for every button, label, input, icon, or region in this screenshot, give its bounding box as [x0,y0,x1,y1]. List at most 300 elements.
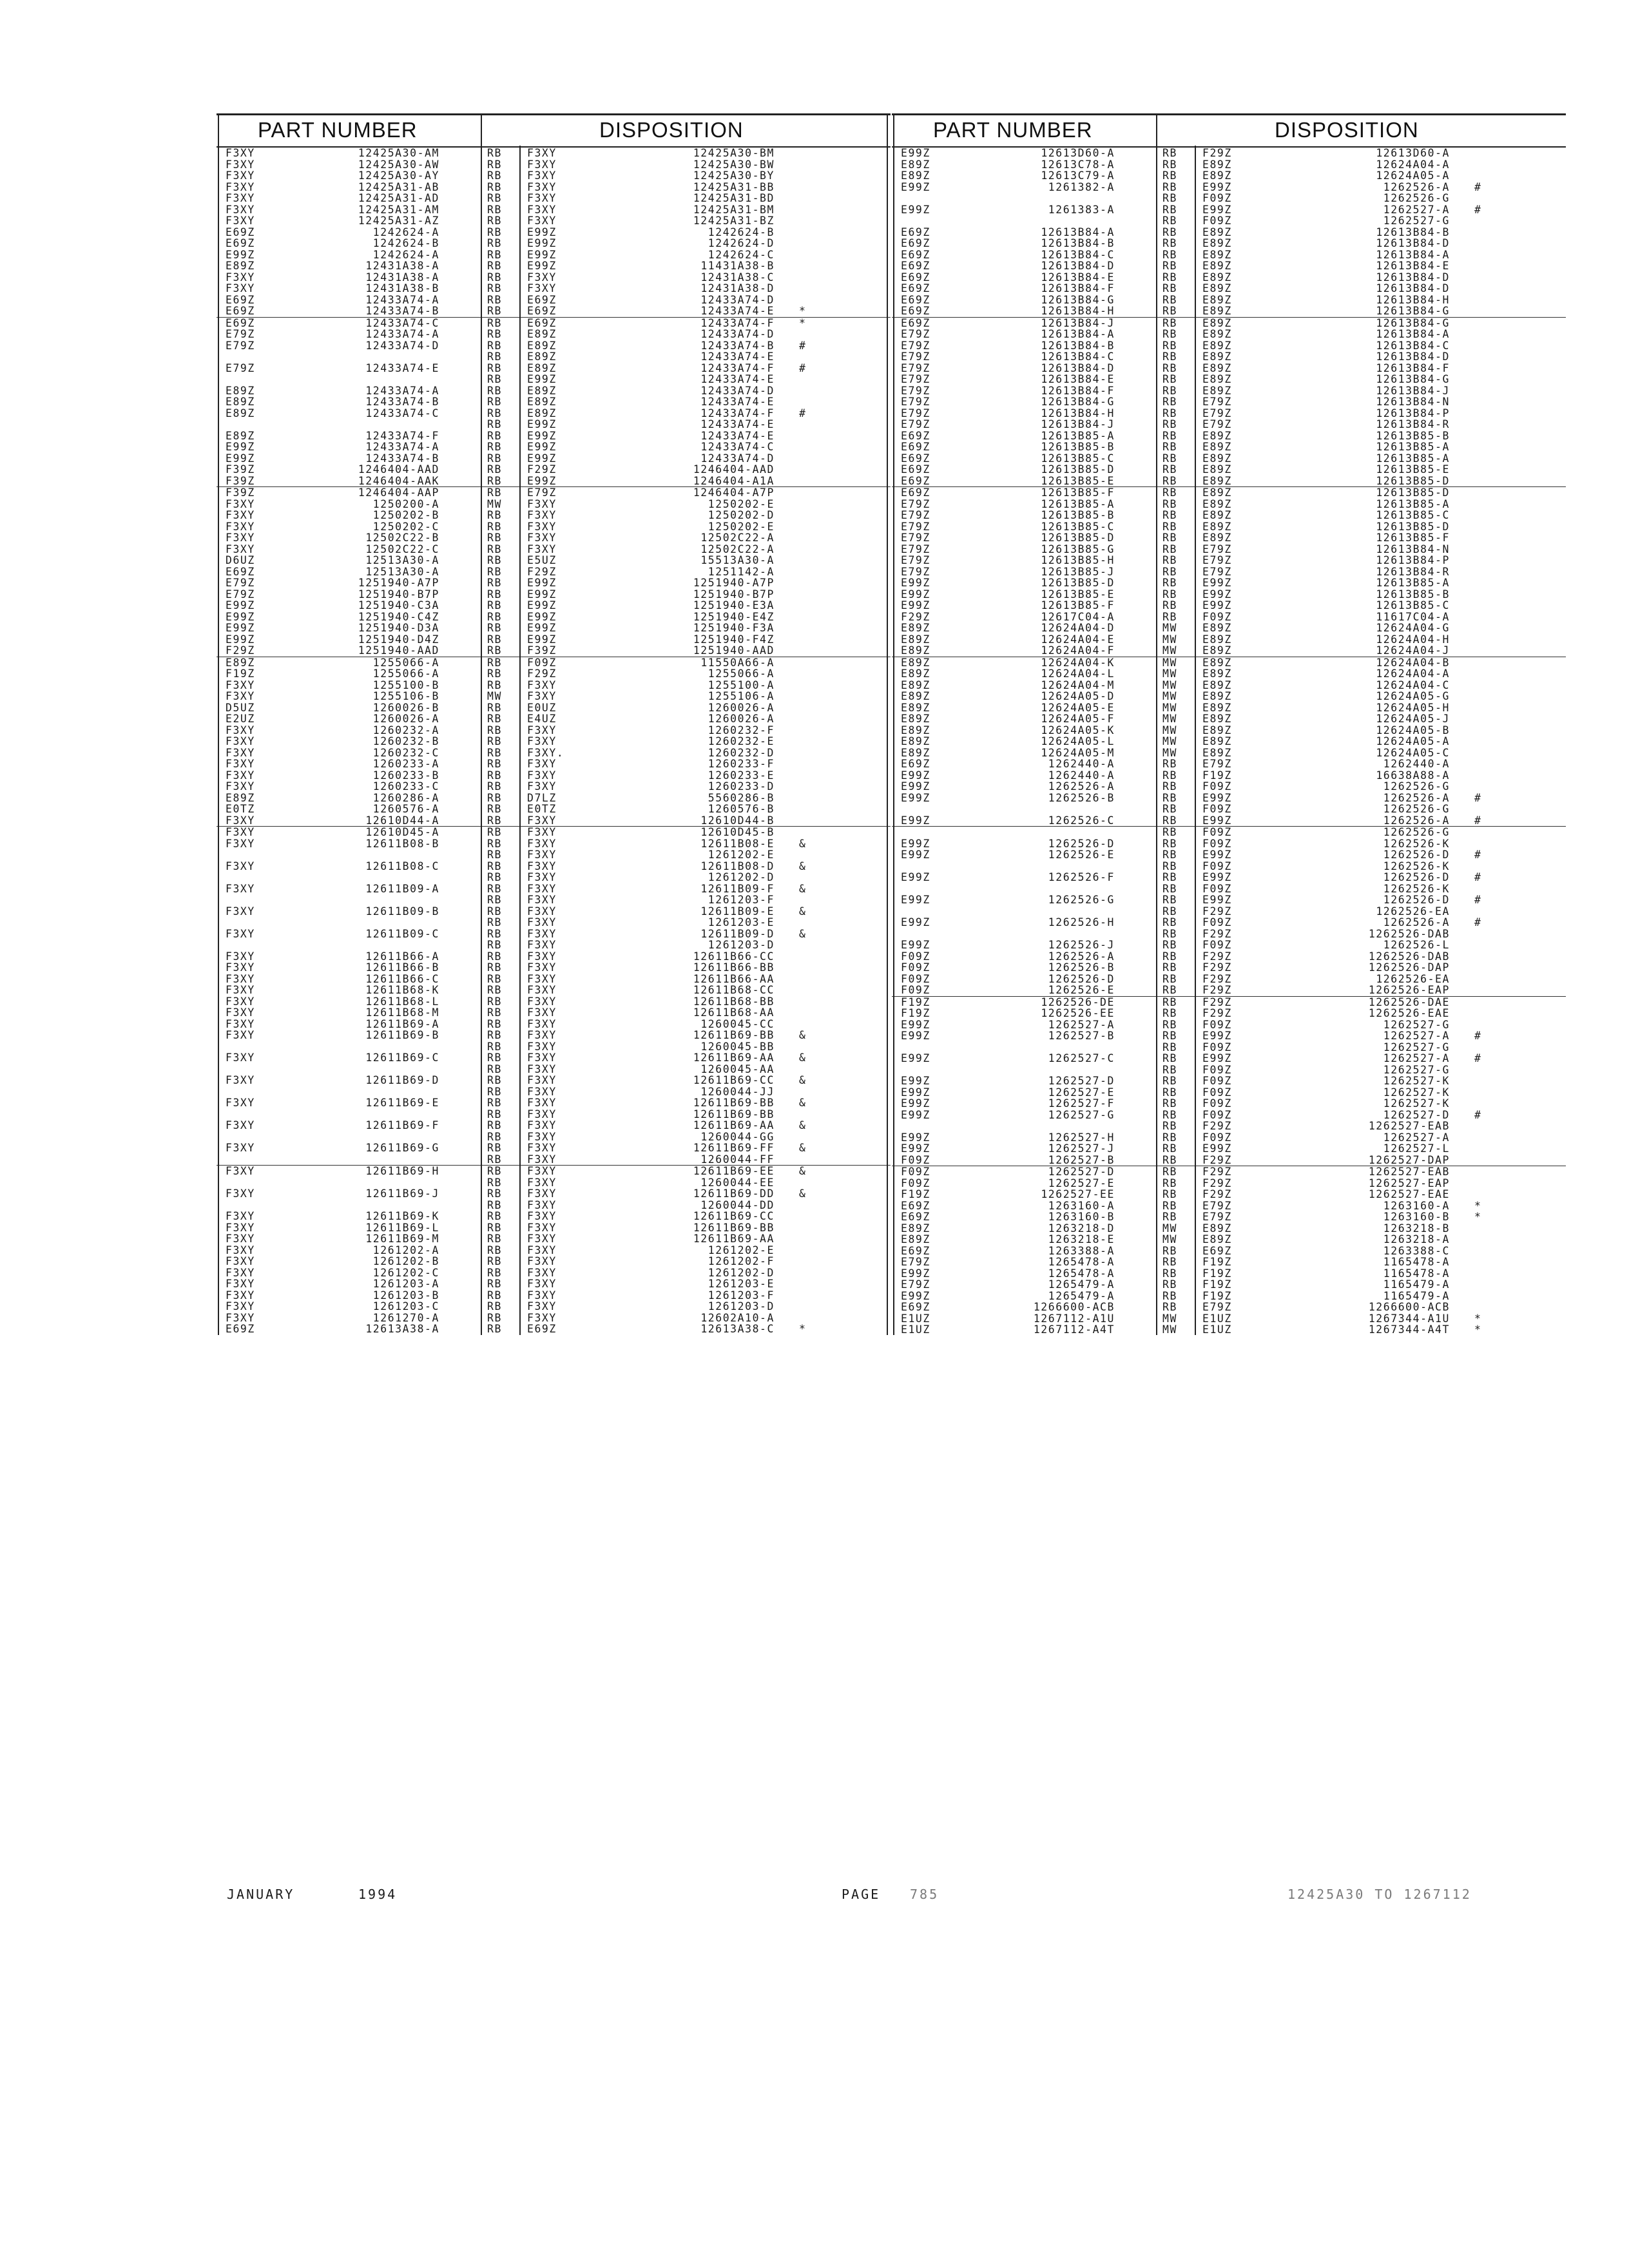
disposition-prefix: E99Z [1202,1142,1232,1155]
part-prefix: F3XY [226,1266,255,1279]
table-row [892,657,1566,669]
part-prefix: E79Z [226,339,255,352]
disposition-number: 12431A38-D [700,282,775,294]
disposition-code: RB [487,1311,502,1324]
disposition-prefix: E89Z [1202,429,1232,442]
disposition-code: RB [1162,260,1177,272]
disposition-prefix: F3XY [527,1142,557,1154]
table-row [892,736,1566,747]
part-number: 12611B69-G [365,1142,439,1154]
part-prefix: E79Z [901,361,930,374]
part-prefix: E89Z [226,429,255,442]
table-row [892,1155,1566,1166]
part-number: 12611B69-B [365,1029,439,1041]
disposition-code: MW [487,497,502,510]
disposition-code: MW [1162,668,1177,680]
disposition-number: 1261203-E [708,1278,775,1290]
part-number: 1262526-A [1048,780,1115,793]
part-number: 1266600-ACB [1033,1301,1115,1313]
part-number: 1251940-D4Z [358,633,439,646]
disposition-code: RB [487,1266,502,1279]
part-prefix: E99Z [901,871,930,883]
part-number: 12613B84-F [1041,282,1115,294]
table-row [217,329,891,340]
disposition-prefix: F09Z [1202,1075,1232,1087]
disposition-number: 1267344-A1U [1368,1312,1450,1325]
table-row [892,747,1566,759]
disposition-number: 12611B69-AA [693,1052,775,1064]
table-row [217,1323,891,1335]
disposition-number: 12431A38-C [700,271,775,284]
disposition-code: RB [1162,441,1177,453]
disposition-prefix: F3XY [527,724,557,736]
change-flag: & [799,1029,807,1041]
part-number: 12611B09-B [365,905,439,918]
part-number-heading: PART NUMBER [933,118,1093,142]
disposition-code: RB [487,849,502,861]
disposition-number: 12611B69-CC [693,1074,775,1086]
part-number: 1262526-E [1048,984,1115,996]
disposition-prefix: F29Z [1202,927,1232,940]
disposition-prefix: F3XY [527,1029,557,1041]
part-prefix: E99Z [901,780,930,793]
part-prefix: E69Z [226,226,255,238]
part-prefix: F3XY [226,532,255,544]
disposition-code: RB [487,271,502,284]
part-number: 12513A30-A [365,554,439,566]
part-number: 12611B68-M [365,1006,439,1019]
disposition-number: 12611B66-AA [693,972,775,985]
part-prefix: E79Z [901,554,930,566]
disposition-number: 12611B69-BB [693,1108,775,1120]
change-flag: # [1474,1030,1482,1042]
disposition-number: 12611B09-D [700,927,775,940]
part-prefix: F09Z [901,961,930,974]
part-number: 12613B85-J [1041,565,1115,578]
disposition-code: RB [487,916,502,928]
disposition-number: 1261203-D [708,1300,775,1312]
table-row [892,725,1566,736]
disposition-code: RB [1162,860,1177,872]
disposition-code: RB [1162,147,1177,159]
part-prefix: E69Z [226,1323,255,1335]
part-prefix: F3XY [226,158,255,171]
disposition-prefix: F09Z [1202,1086,1232,1099]
disposition-code: RB [1162,554,1177,566]
disposition-prefix: F3XY [527,1040,557,1053]
disposition-number: 12613D60-A [1376,147,1450,159]
disposition-code: MW [1162,1323,1177,1336]
change-flag: # [1474,1052,1482,1064]
disposition-code: RB [1162,1075,1177,1087]
disposition-prefix: F3XY [527,758,557,770]
disposition-prefix: E99Z [527,418,557,430]
part-number: 12613B84-B [1041,339,1115,352]
disposition-number: 1260044-EE [700,1176,775,1189]
disposition-number: 1263160-B [1383,1211,1450,1223]
disposition-prefix: E99Z [1202,577,1232,589]
table-row [892,589,1566,601]
part-number: 12613B84-H [1041,305,1115,317]
disposition-code: RB [1162,1052,1177,1064]
part-number: 12624A05-E [1041,701,1115,714]
change-flag: # [1474,203,1482,216]
disposition-code: MW [1162,1312,1177,1325]
disposition-code: MW [1162,735,1177,747]
part-prefix: E99Z [901,1267,930,1280]
disposition-number: 1262527-A [1383,1030,1450,1042]
disposition-code: RB [487,1300,502,1312]
disposition-prefix: F3XY [527,1233,557,1245]
part-number: 12611B08-B [365,837,439,850]
disposition-number: 12433A74-D [700,328,775,340]
disposition-code: RB [487,532,502,544]
part-prefix: F29Z [901,610,930,623]
part-prefix: F3XY [226,882,255,895]
disposition-number: 12611B69-CC [693,1210,775,1222]
table-row [217,1075,891,1086]
footer-range: 12425A30 TO 1267112 [1287,1887,1472,1902]
table-row [892,305,1566,317]
table-row [217,634,891,646]
table-row [217,589,891,601]
disposition-number: 12433A74-E [700,351,775,363]
table-row [892,396,1566,408]
part-prefix: F3XY [226,814,255,827]
disposition-number: 12613B84-G [1376,316,1450,329]
disposition-code: RB [487,305,502,317]
disposition-code: RB [1162,418,1177,430]
part-prefix: F09Z [901,1177,930,1189]
disposition-code: RB [487,1130,502,1143]
part-number: 12433A74-E [365,361,439,374]
table-row [892,611,1566,623]
disposition-code: RB [1162,543,1177,555]
part-number: 1260233-A [372,758,439,770]
disposition-code: RB [1162,1256,1177,1268]
part-prefix: E99Z [901,1131,930,1144]
disposition-code: RB [1162,282,1177,294]
part-number: 1265479-A [1048,1278,1115,1291]
disposition-number: 1260232-E [708,735,775,747]
disposition-prefix: E89Z [527,328,557,340]
disposition-number: 12433A74-E [700,305,775,317]
disposition-prefix: E89Z [1202,690,1232,702]
part-prefix: D5UZ [226,701,255,714]
left-table-header [217,113,891,148]
part-number: 12613B84-J [1041,418,1115,430]
disposition-code: RB [487,1040,502,1053]
disposition-number: 12433A74-F [700,407,775,419]
disposition-prefix: E79Z [1202,1199,1232,1212]
disposition-number: 1250202-E [708,520,775,533]
part-prefix: E89Z [901,622,930,634]
disposition-code: RB [487,894,502,906]
disposition-number: 12433A74-D [700,293,775,306]
table-row [217,928,891,940]
part-number: 12613B85-C [1041,452,1115,465]
part-number: 1242624-A [372,226,439,238]
part-prefix: F3XY [226,984,255,996]
part-number: 1262527-D [1048,1075,1115,1087]
table-row [892,974,1566,985]
disposition-prefix: E89Z [1202,656,1232,669]
disposition-prefix: E99Z [527,248,557,261]
part-number: 1262527-G [1048,1108,1115,1121]
table-row [217,521,891,533]
disposition-number: 12613B85-F [1376,532,1450,544]
disposition-number: 1262526-G [1383,192,1450,204]
disposition-prefix: E69Z [527,316,557,329]
disposition-code: RB [1162,1188,1177,1200]
disposition-number: 1262527-A [1383,1131,1450,1144]
disposition-prefix: F3XY [527,1097,557,1109]
change-flag: & [799,1097,807,1109]
disposition-number: 1165478-A [1383,1256,1450,1268]
disposition-number: 1260233-E [708,769,775,782]
table-row [217,170,891,182]
table-row [217,680,891,691]
table-row [217,510,891,521]
disposition-number: 12613B84-H [1376,293,1450,306]
part-prefix: E69Z [901,1199,930,1212]
table-row [217,215,891,227]
table-row [892,939,1566,951]
disposition-number: 1262440-A [1383,758,1450,770]
disposition-prefix: E89Z [1202,622,1232,634]
table-row [892,691,1566,702]
disposition-number: 1262526-G [1383,803,1450,815]
disposition-number: 1262527-G [1383,1018,1450,1031]
part-prefix: E89Z [901,724,930,736]
disposition-number: 12613B85-E [1376,463,1450,476]
disposition-prefix: F3XY [527,860,557,872]
disposition-code: RB [487,1142,502,1154]
part-prefix: F3XY [226,1255,255,1267]
disposition-number: 1261203-D [708,939,775,951]
disposition-number: 1260232-F [708,724,775,736]
disposition-prefix: F3XY [527,180,557,193]
part-prefix: E69Z [901,260,930,272]
disposition-number: 12624A04-A [1376,158,1450,171]
table-row [217,1019,891,1030]
disposition-code: RB [1162,577,1177,589]
disposition-code: RB [487,1097,502,1109]
part-prefix: F3XY [226,1233,255,1245]
disposition-prefix: F3XY [527,1017,557,1030]
table-row [217,227,891,238]
part-prefix: F3XY [226,1210,255,1222]
disposition-number: 1261202-F [708,1255,775,1267]
disposition-code: RB [1162,1086,1177,1099]
table-row [892,985,1566,996]
disposition-code: RB [487,373,502,385]
disposition-number: 1260044-DD [700,1198,775,1211]
disposition-number: 1262526-EA [1376,972,1450,985]
disposition-code: RB [1162,293,1177,306]
disposition-number: 12624A04-H [1376,633,1450,646]
disposition-number: 1262526-DAP [1368,961,1450,974]
disposition-prefix: E79Z [1202,396,1232,408]
disposition-number: 1262527-G [1383,1041,1450,1053]
disposition-prefix: E89Z [527,384,557,397]
disposition-code: RB [1162,849,1177,861]
table-row [892,148,1566,159]
part-number: 12613B84-H [1041,407,1115,419]
part-prefix: E79Z [901,328,930,340]
part-number: 12613A38-A [365,1323,439,1335]
disposition-code: RB [487,961,502,974]
table-row [217,838,891,850]
change-flag: # [1474,871,1482,883]
table-row [892,1291,1566,1302]
disposition-number: 12502C22-A [700,532,775,544]
disposition-prefix: F3XY [527,192,557,204]
part-number: 1262527-J [1048,1142,1115,1155]
part-number: 1262527-B [1048,1030,1115,1042]
table-row [217,906,891,918]
table-row [892,622,1566,634]
disposition-number: 12624A05-J [1376,713,1450,725]
disposition-number: 1251142-A [708,565,775,578]
disposition-number: 1260045-BB [700,1040,775,1053]
disposition-code: RB [487,950,502,963]
part-prefix: E79Z [901,565,930,578]
disposition-prefix: F3XY [527,215,557,227]
part-number: 1262526-F [1048,871,1115,883]
part-number: 1242624-A [372,248,439,261]
table-row [217,849,891,861]
disposition-code: RB [1162,1278,1177,1291]
table-row [217,476,891,487]
part-number: 1260286-A [372,791,439,804]
disposition-number: 1263388-C [1383,1244,1450,1257]
disposition-code: RB [1162,328,1177,340]
part-prefix: E89Z [226,396,255,408]
table-row [217,1165,891,1177]
disposition-code: RB [1162,1244,1177,1257]
disposition-prefix: E4UZ [527,713,557,725]
disposition-prefix: F3XY [527,271,557,284]
part-prefix: F39Z [226,463,255,476]
part-prefix: E89Z [901,690,930,702]
disposition-number: 1242624-B [708,226,775,238]
table-row [892,702,1566,714]
table-row [217,159,891,171]
disposition-number: 12610D45-B [700,826,775,838]
table-row [217,985,891,996]
disposition-prefix: F29Z [1202,1166,1232,1178]
part-number: 12613B84-D [1041,361,1115,374]
disposition-prefix: E89Z [527,361,557,374]
disposition-prefix: F3XY [527,282,557,294]
table-row [217,1233,891,1245]
disposition-number: 1261203-F [708,894,775,906]
disposition-number: 1267344-A4T [1368,1323,1450,1336]
part-number: 12611B09-C [365,927,439,940]
disposition-prefix: E89Z [1202,237,1232,249]
part-number: 12613B85-B [1041,441,1115,453]
part-number: 1250202-C [372,520,439,533]
part-number: 12624A05-L [1041,735,1115,747]
disposition-number: 12613B84-E [1376,260,1450,272]
part-number: 12611B66-C [365,972,439,985]
disposition-number: 1242624-D [708,237,775,249]
part-prefix: F09Z [901,984,930,996]
footer-month: JANUARY [227,1887,295,1902]
table-row [217,441,891,453]
disposition-code: RB [487,1017,502,1030]
part-prefix: E99Z [226,441,255,453]
disposition-code: RB [1162,520,1177,533]
part-number: 1255066-A [372,656,439,669]
table-row [217,691,891,702]
table-row [892,441,1566,453]
table-row [892,803,1566,815]
disposition-prefix: F3XY [527,690,557,702]
part-number: 12624A04-E [1041,633,1115,646]
table-row [892,1143,1566,1155]
part-number: 1255066-A [372,668,439,680]
part-prefix: F3XY [226,1119,255,1131]
disposition-number: 1262527-K [1383,1086,1450,1099]
disposition-prefix: E89Z [1202,361,1232,374]
part-prefix: E99Z [226,610,255,623]
disposition-number: 1262526-K [1383,837,1450,850]
disposition-code: MW [1162,633,1177,646]
disposition-number: 12613B84-J [1376,384,1450,397]
part-number: 12611B69-C [365,1052,439,1064]
table-row [892,894,1566,906]
disposition-prefix: E89Z [1202,339,1232,352]
part-prefix: E99Z [226,452,255,465]
disposition-prefix: E89Z [1202,226,1232,238]
table-row [217,1290,891,1302]
part-number: 12613B84-C [1041,351,1115,363]
disposition-code: RB [487,1289,502,1302]
part-number: 1250200-A [372,497,439,510]
table-row [892,838,1566,850]
table-row [892,374,1566,385]
change-flag: * [799,316,807,329]
part-prefix: F3XY [226,780,255,793]
disposition-number: 12624A05-G [1376,690,1450,702]
table-row [892,781,1566,793]
part-prefix: E69Z [901,271,930,284]
part-prefix: F3XY [226,147,255,159]
disposition-prefix: E89Z [527,351,557,363]
part-number: 1261203-A [372,1278,439,1290]
part-number: 12433A74-B [365,452,439,465]
change-flag: # [1474,791,1482,804]
table-row [892,906,1566,918]
table-row [217,283,891,294]
disposition-number: 12613B84-B [1376,226,1450,238]
disposition-number: 12611B68-CC [693,984,775,996]
change-flag: & [799,860,807,872]
part-prefix: F09Z [901,972,930,985]
disposition-number: 12613B84-P [1376,554,1450,566]
table-row [217,419,891,430]
disposition-prefix: E79Z [1202,407,1232,419]
part-prefix: E79Z [226,361,255,374]
part-number: 1262526-B [1048,961,1115,974]
disposition-code: RB [487,1074,502,1086]
part-number: 12624A05-K [1041,724,1115,736]
part-number: 1251940-AAD [358,644,439,657]
disposition-code: RB [487,882,502,895]
disposition-code: RB [487,1085,502,1098]
